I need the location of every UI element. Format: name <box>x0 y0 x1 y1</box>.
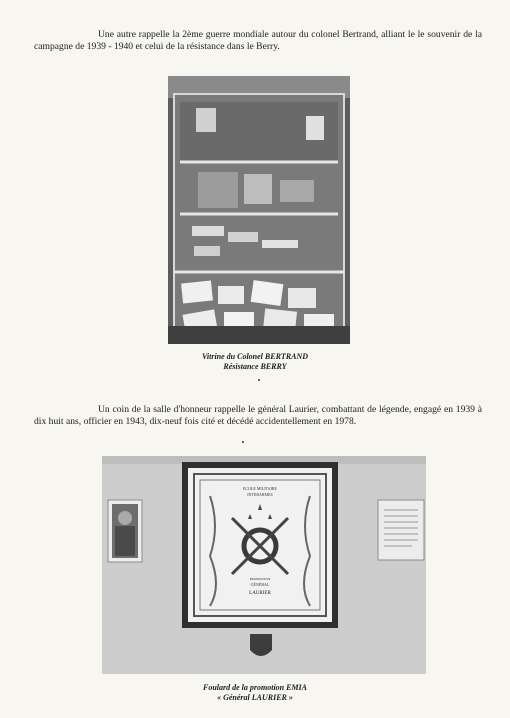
salle-honneur-photo <box>102 456 426 674</box>
vitrine-caption <box>0 352 510 372</box>
scarf-bottom-line-3: LAURIER <box>249 591 271 596</box>
scarf-caption <box>0 683 510 703</box>
vitrine-caption-line-1: Vitrine du Colonel BERTRAND <box>201 352 309 361</box>
scarf-frame <box>182 462 338 628</box>
shield-crest <box>250 634 272 656</box>
scarf-top-line-2: INTERARMES <box>247 492 273 497</box>
laurier-paragraph: Un coin de la salle d'honneur rappelle le général Laurier, combattant de légende, engagé en 1939 à dix huit ans, officier en 1943, dix-neuf fois cité et décédé accidentellement en 1978. <box>34 404 482 427</box>
display-case-illustration <box>168 76 350 344</box>
scarf-caption-line-1: Foulard de la promotion EMIA <box>202 683 308 692</box>
stray-dot <box>242 441 244 443</box>
vitrine-caption-line-2: Résistance BERRY <box>223 362 287 371</box>
scarf-caption-line-2: « Général LAURIER » <box>217 693 293 702</box>
scarf-top-line-1: ECOLE MILITAIRE <box>242 486 278 491</box>
scarf-bottom-line-1: PROMOTION <box>249 577 271 581</box>
general-portrait <box>108 500 142 562</box>
stray-dot <box>258 379 260 381</box>
intro-paragraph: Une autre rappelle la 2ème guerre mondiale autour du colonel Bertrand, alliant le le souvenir de la campagne de 1939 - 1940 et celui de la résistance dans le Berry. <box>34 29 482 52</box>
commemorative-plaque <box>378 500 424 560</box>
scarf-display-illustration <box>102 456 426 674</box>
vitrine-photo <box>168 76 350 344</box>
scarf-bottom-line-2: GÉNÉRAL <box>250 582 270 587</box>
